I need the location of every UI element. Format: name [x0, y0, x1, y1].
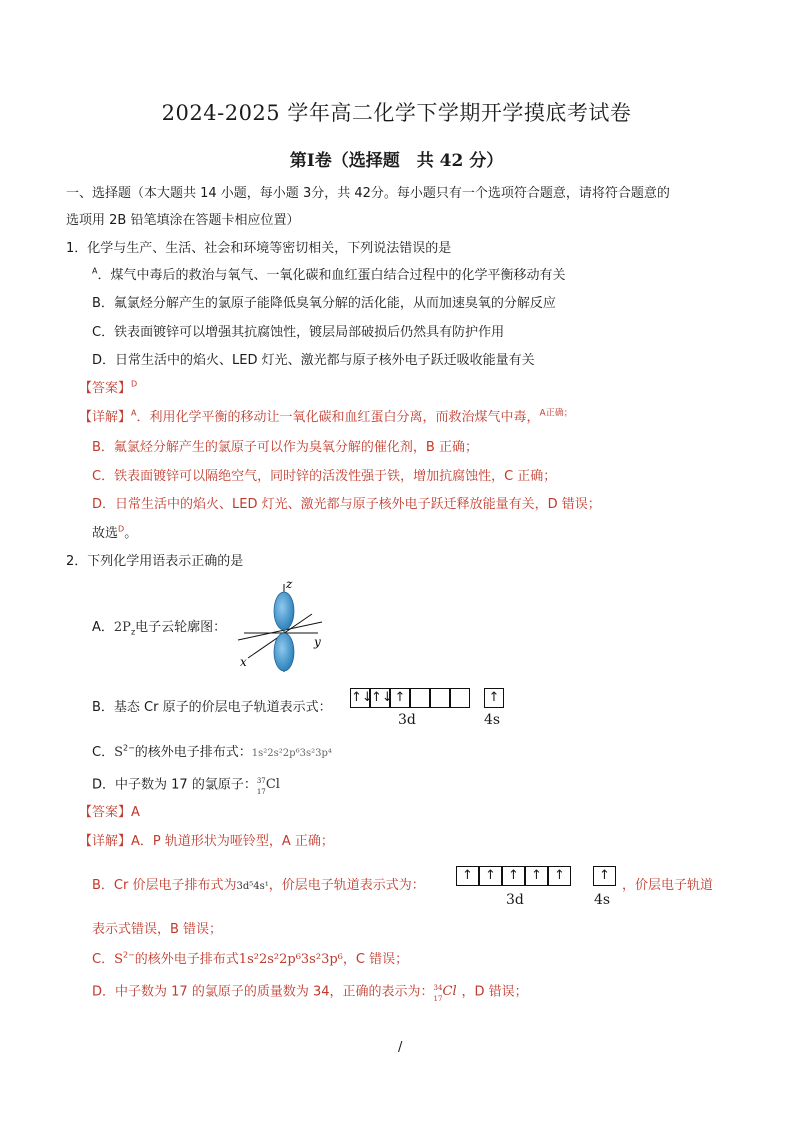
q2-detail-b: B．Cr 价层电子排布式为3d⁵4s¹，价层电子轨道表示式为： — [92, 878, 425, 893]
label-3d: 3d — [398, 712, 416, 728]
orbital-box: ↑ — [525, 866, 548, 886]
orbital-box — [450, 688, 470, 708]
q2-detail-d: D．中子数为 17 的氯原子的质量数为 34，正确的表示为： 34 17 Cl ，D 错误； — [92, 984, 528, 1003]
q1-option-a-letter: A — [92, 266, 98, 276]
lower-lobe — [274, 633, 294, 671]
section-intro-line1: 一、选择题（本大题共 14 小题，每小题 3分，共 42分。每小题只有一个选项符合题意，请将符合题意的 — [66, 186, 670, 201]
q2-detail-c: C．$S^{2-}$的核外电子排布式1s²2s²2p⁶3s²3p⁶，C 错误； — [92, 950, 409, 967]
q1-detail-c: C．铁表面镀锌可以隔绝空气，同时锌的活泼性强于铁，增加抗腐蚀性，C 正确； — [92, 469, 557, 484]
q2-detail-b-orbital-diagram — [456, 866, 626, 910]
label-3d: 3d — [506, 892, 524, 908]
nuclide-symbol: 34 17 Cl — [433, 984, 457, 1003]
electron-config: 1s²2s²2p⁶3s²3p⁴ — [251, 748, 332, 759]
q1-answer — [79, 381, 137, 397]
orbital-box-4s: ↑ — [484, 688, 504, 708]
q1-stem: 1．化学与生产、生活、社会和环境等密切相关，下列说法错误的是 — [66, 241, 452, 256]
detail-a-letter: A — [131, 408, 137, 418]
upper-lobe — [274, 592, 294, 630]
answer-value: D — [131, 379, 138, 389]
q2-detail-a: 【详解】A．P 轨道形状为哑铃型，A 正确； — [79, 834, 334, 849]
choose-letter: D — [118, 524, 125, 534]
q1-option-a — [92, 268, 566, 284]
q2-stem: 2．下列化学用语表示正确的是 — [66, 554, 244, 569]
orbital-box: ↑ — [390, 688, 410, 708]
section-subtitle: 第Ⅰ卷（选择题 共 42 分） — [289, 151, 504, 171]
q1-option-d: D．日常生活中的焰火、LED 灯光、激光都与原子核外电子跃迁吸收能量有关 — [92, 353, 535, 368]
q2-answer: 【答案】A — [79, 805, 140, 820]
detail-a-end: A正确； — [539, 408, 573, 419]
q2-detail-b-line2: 表示式错误，B 错误； — [92, 922, 223, 937]
q2-detail-b-suffix: ，价层电子轨道 — [622, 878, 714, 893]
page-number: / — [398, 1040, 403, 1055]
orbital-box: ↑ — [548, 866, 571, 886]
orbital-box: ↑ — [456, 866, 479, 886]
pz-orbital-diagram — [234, 578, 330, 674]
x-axis-label: x — [240, 655, 247, 669]
q1-option-a-text: ．煤气中毒后的救治与氧气、一氧化碳和血红蛋白结合过程中的化学平衡移动有关 — [97, 268, 566, 283]
orbital-box: ↑↓ — [370, 688, 390, 708]
page-title: 2024-2025 学年高二化学下学期开学摸底考试卷 — [161, 101, 632, 125]
orbital-box: ↑ — [502, 866, 525, 886]
z-axis-label: z — [286, 578, 293, 591]
answer-label: 【答案】 — [79, 381, 132, 396]
section-intro-line2: 选项用 2B 铅笔填涂在答题卡相应位置） — [66, 213, 300, 228]
y-axis-label: y — [314, 635, 321, 649]
q2-option-d: D．中子数为 17 的氯原子： 37 17 Cl — [92, 776, 285, 794]
q2-option-a: A．$2P_z$电子云轮廓图： — [92, 620, 227, 637]
detail-a-text: ．利用化学平衡的移动让一氧化碳和血红蛋白分离，而救治煤气中毒， — [136, 410, 540, 425]
q1-detail-a — [79, 410, 573, 426]
q2-option-c: C．$S^{2-}$的核外电子排布式：1s²2s²2p⁶3s²3p⁴ — [92, 743, 332, 760]
q1-option-c: C．铁表面镀锌可以增强其抗腐蚀性，镀层局部破损后仍然具有防护作用 — [92, 325, 505, 340]
orbital-box: ↑ — [479, 866, 502, 886]
label-4s: 4s — [484, 712, 501, 728]
q2-option-b: B．基态 Cr 原子的价层电子轨道表示式： — [92, 700, 332, 715]
detail-label: 【详解】 — [79, 410, 132, 425]
orbital-box: ↑↓ — [350, 688, 370, 708]
q2-option-b-orbital-diagram — [350, 688, 530, 732]
q1-detail-d: D．日常生活中的焰火、LED 灯光、激光都与原子核外电子跃迁释放能量有关，D 错误； — [92, 497, 601, 512]
label-4s: 4s — [594, 892, 611, 908]
q1-choose: 故选$^D$。 — [92, 524, 138, 541]
q1-option-b: B．氟氯烃分解产生的氯原子能降低臭氧分解的活化能，从而加速臭氧的分解反应 — [92, 296, 556, 311]
orbital-box — [410, 688, 430, 708]
orbital-box-4s: ↑ — [593, 866, 616, 886]
orbital-box — [430, 688, 450, 708]
nuclide-symbol: 37 17 Cl — [256, 777, 280, 796]
q1-detail-b: B．氟氯烃分解产生的氯原子可以作为臭氧分解的催化剂，B 正确； — [92, 440, 478, 455]
